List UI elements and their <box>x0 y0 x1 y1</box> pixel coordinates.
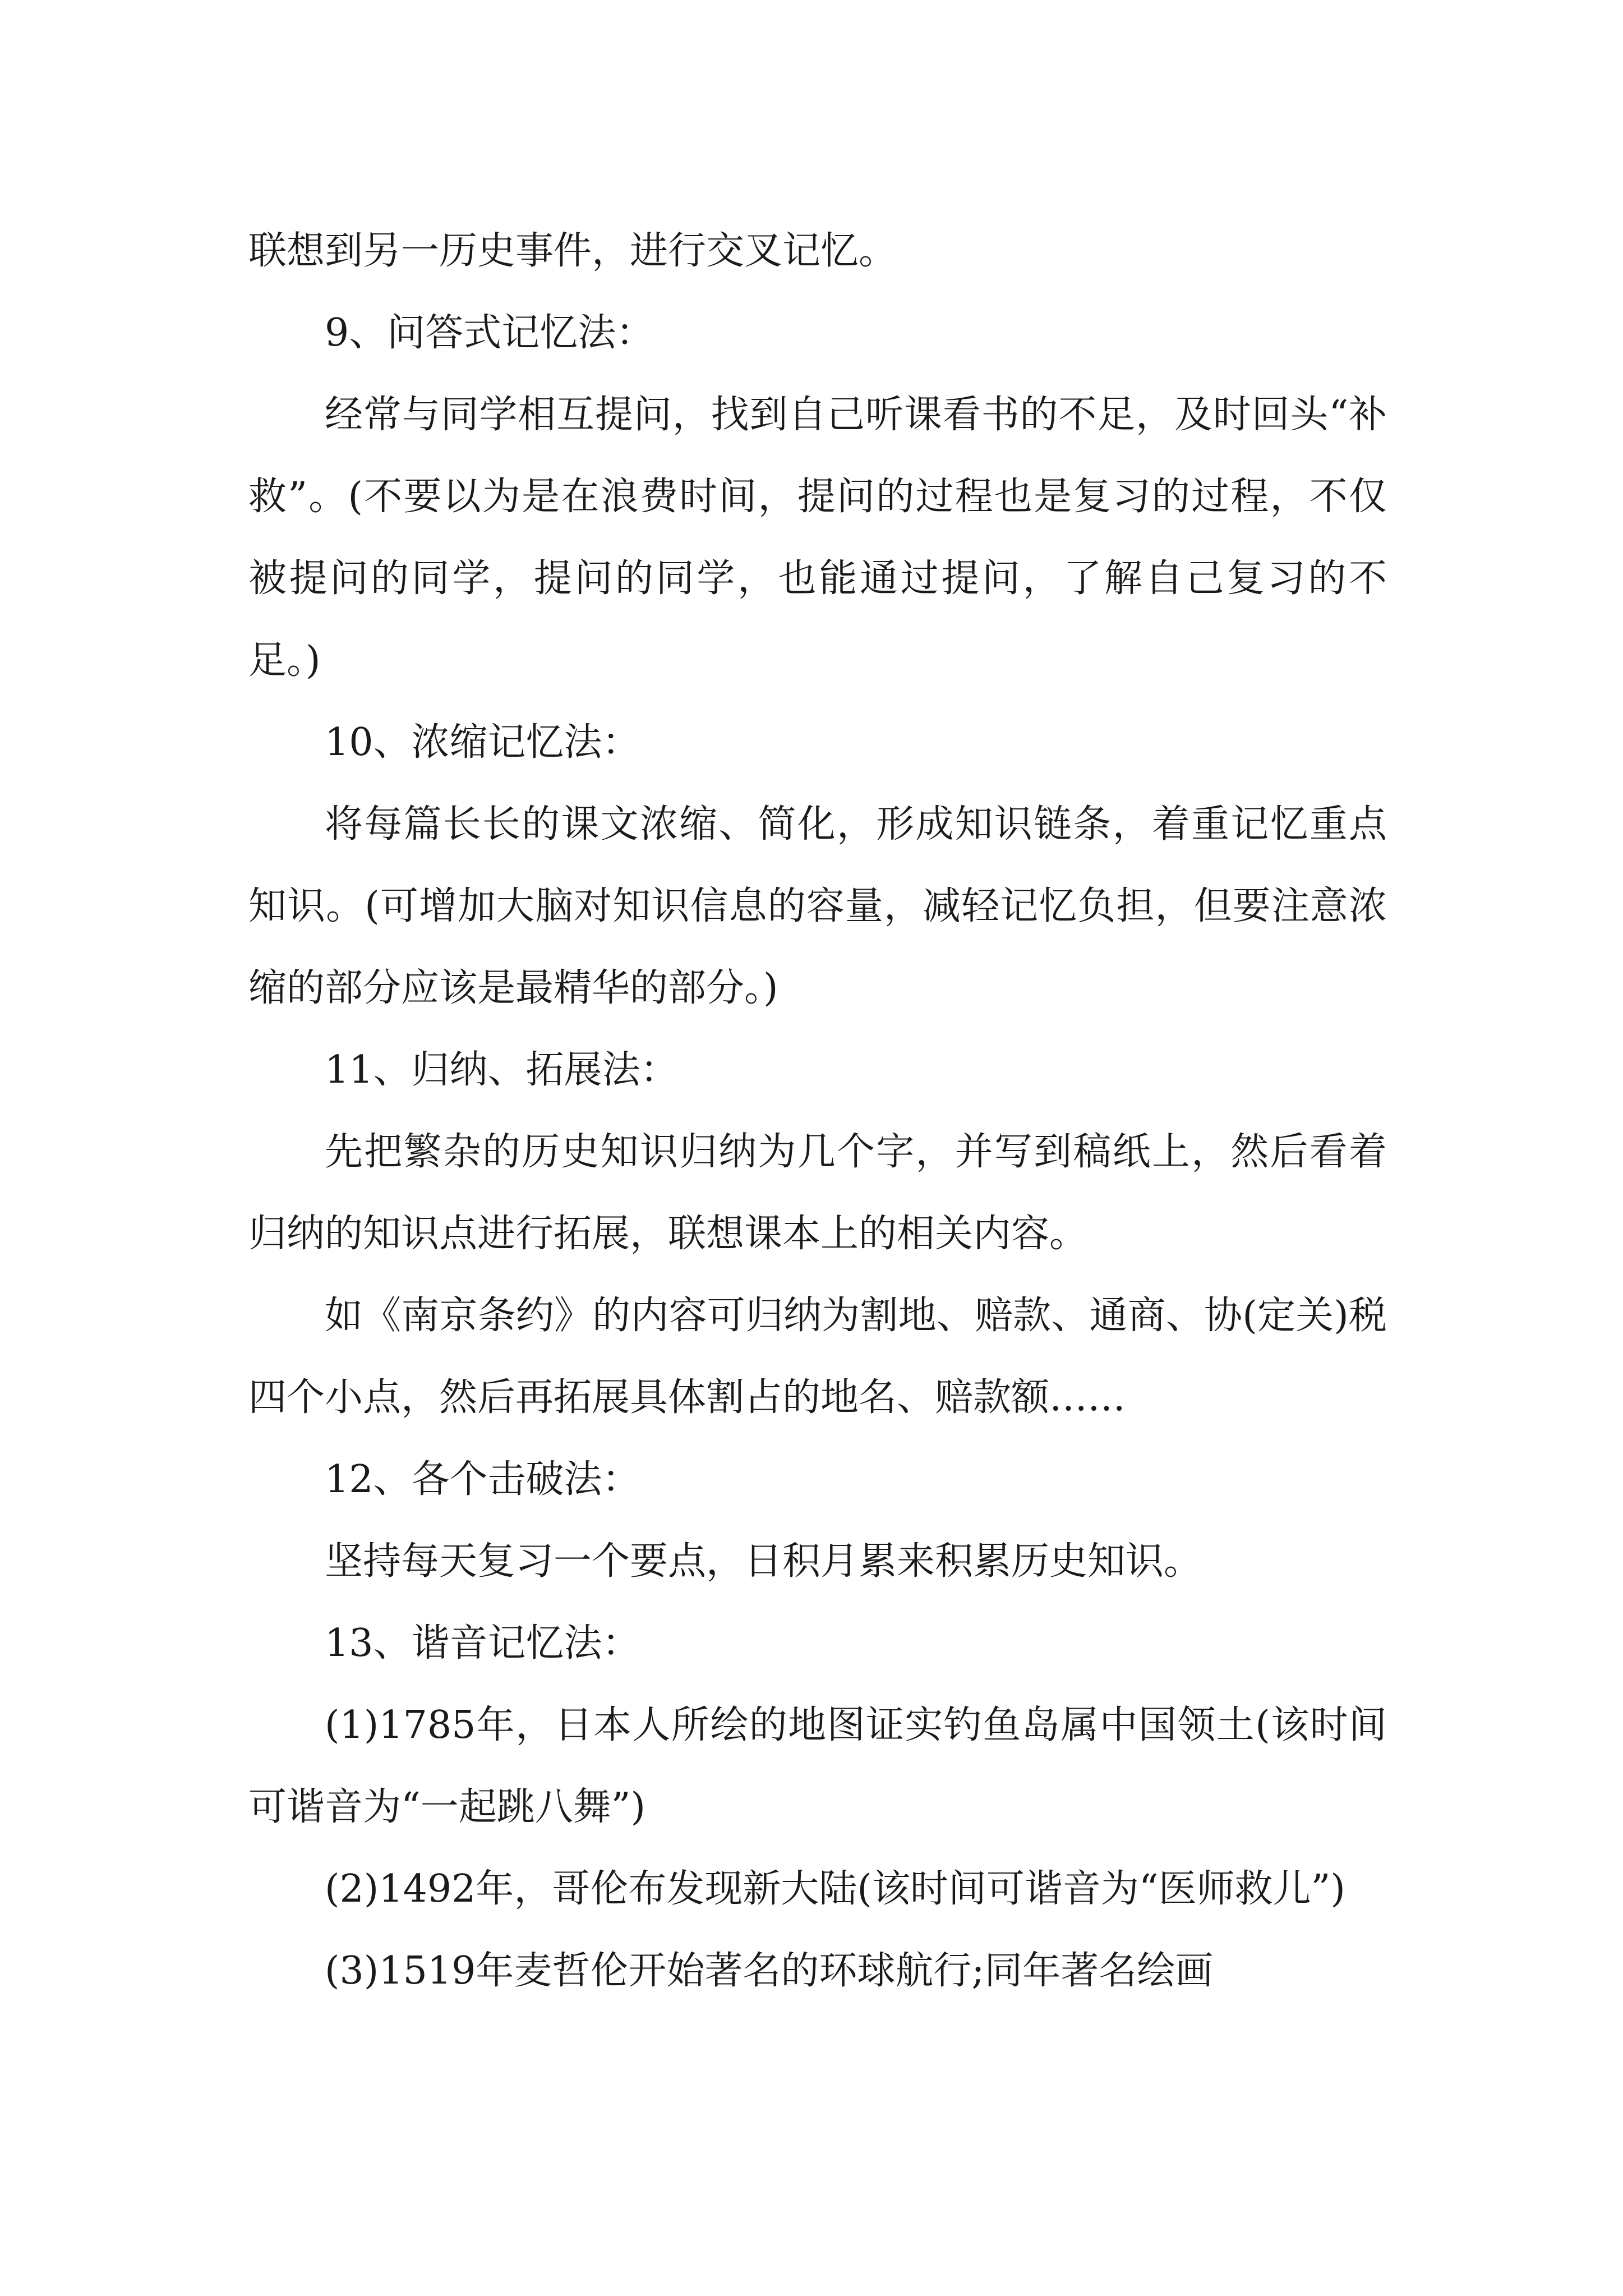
paragraph-continuation: 联想到另一历史事件，进行交叉记忆。 <box>248 229 897 273</box>
document-body <box>248 210 1387 2012</box>
section-heading-9: 9、问答式记忆法： <box>325 311 654 355</box>
section-heading-10: 10、浓缩记忆法： <box>325 720 640 765</box>
paragraph-qa-method: 经常与同学相互提问，找到自己听课看书的不足，及时回头“补救”。(不要以为是在浪费时间，提问的过程也是复习的过程，不仅被提问的同学，提问的同学，也能通过提问，了解自己复习的不足。) <box>248 393 1387 683</box>
list-item-1519: (3)1519年麦哲伦开始著名的环球航行;同年著名绘画 <box>325 1949 1214 1993</box>
section-heading-13: 13、谐音记忆法： <box>325 1621 640 1665</box>
paragraph-nanjing-example: 如《南京条约》的内容可归纳为割地、赔款、通商、协(定关)税四个小点，然后再拓展具体割占的地名、赔款额…… <box>248 1294 1387 1420</box>
list-item-1492: (2)1492年，哥伦布发现新大陆(该时间可谐音为“医师救儿”) <box>325 1867 1345 1911</box>
paragraph-condense-method: 将每篇长长的课文浓缩、简化，形成知识链条，着重记忆重点知识。(可增加大脑对知识信息的容量，减轻记忆负担，但要注意浓缩的部分应该是最精华的部分。) <box>248 802 1387 1010</box>
paragraph-daily-review: 坚持每天复习一个要点，日积月累来积累历史知识。 <box>325 1539 1202 1584</box>
list-item-1785: (1)1785年，日本人所绘的地图证实钓鱼岛属中国领土(该时间可谐音为“一起跳八舞”) <box>248 1703 1387 1829</box>
section-heading-12: 12、各个击破法： <box>325 1457 640 1502</box>
section-heading-11: 11、归纳、拓展法： <box>325 1048 679 1092</box>
paragraph-induction-method: 先把繁杂的历史知识归纳为几个字，并写到稿纸上，然后看着归纳的知识点进行拓展，联想课本上的相关内容。 <box>248 1130 1387 1256</box>
